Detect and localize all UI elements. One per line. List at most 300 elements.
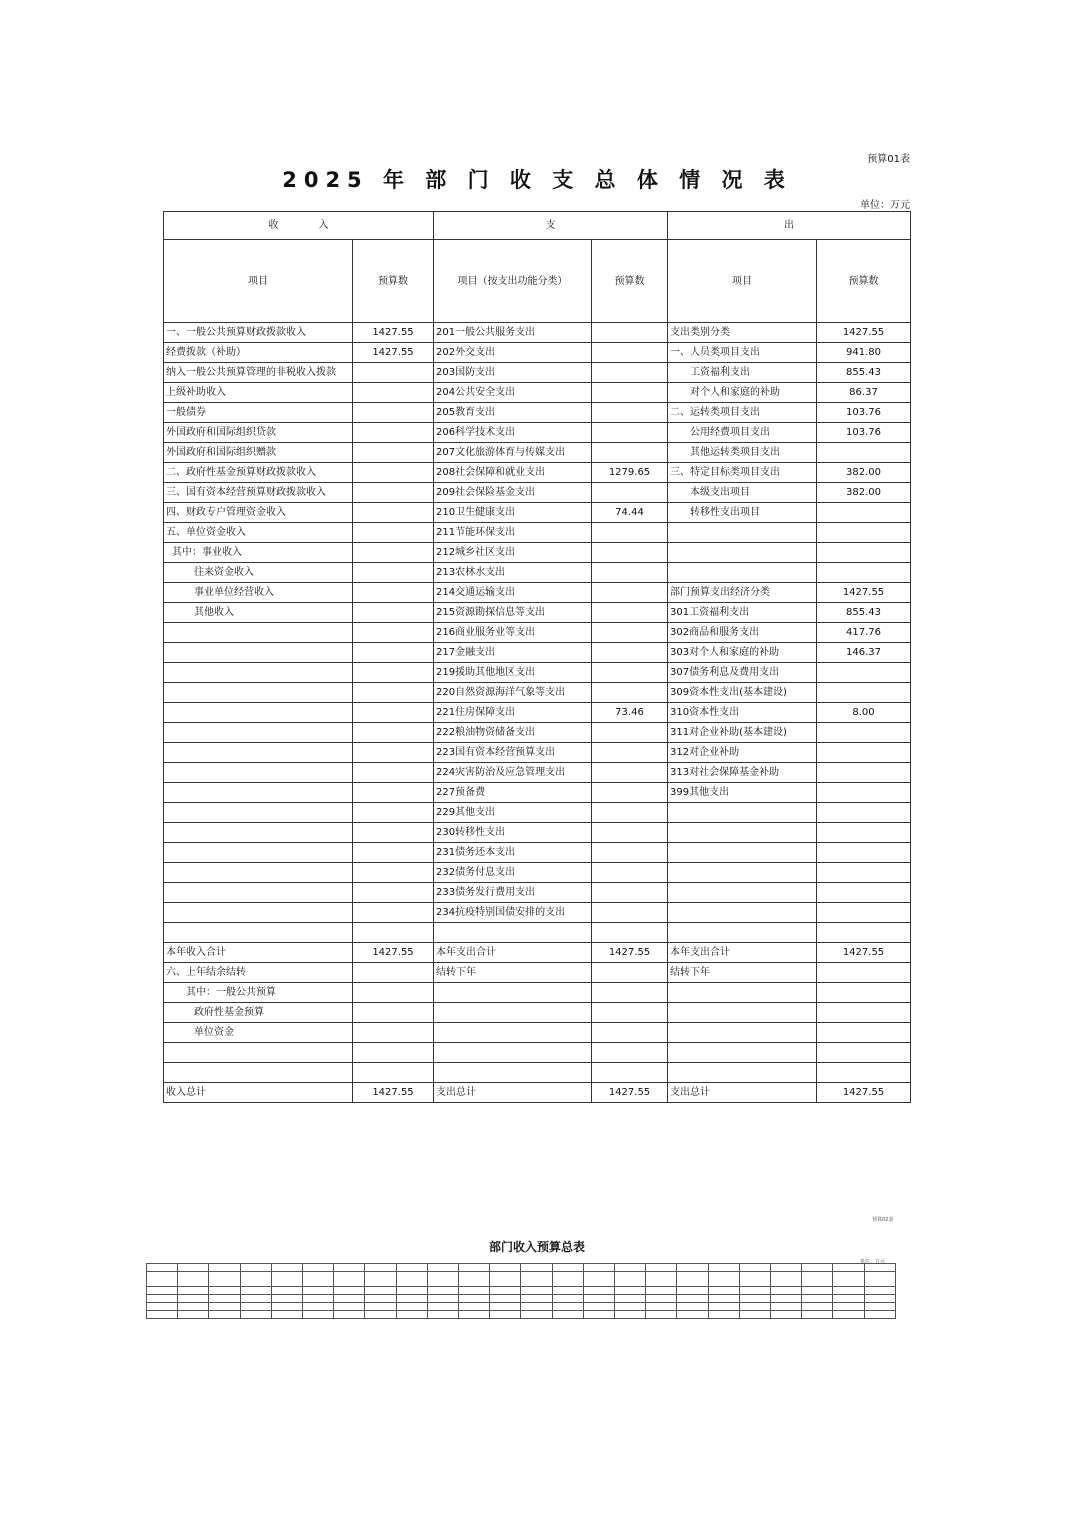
budget-cell	[353, 763, 434, 783]
table-row	[164, 363, 911, 383]
mini-cell	[178, 1264, 209, 1272]
table-row	[164, 1083, 911, 1103]
mini-cell	[708, 1264, 739, 1272]
mini-cell	[646, 1303, 677, 1311]
mini-cell	[147, 1287, 178, 1295]
table-row	[164, 1003, 911, 1023]
item-cell: 往来资金收入	[164, 563, 353, 583]
table-row	[164, 603, 911, 623]
budget-cell	[353, 803, 434, 823]
table-row	[164, 1043, 911, 1063]
budget-cell: 103.76	[817, 423, 911, 443]
budget-cell	[592, 343, 668, 363]
mini-cell	[864, 1311, 895, 1319]
budget-cell: 941.80	[817, 343, 911, 363]
mini-cell	[615, 1303, 646, 1311]
item-cell	[668, 823, 817, 843]
table-row	[164, 703, 911, 723]
item-cell: 233债务发行费用支出	[434, 883, 592, 903]
mini-cell	[802, 1287, 833, 1295]
mini-cell	[552, 1303, 583, 1311]
budget-cell	[592, 723, 668, 743]
item-cell: 207文化旅游体育与传媒支出	[434, 443, 592, 463]
mini-cell	[583, 1287, 614, 1295]
mini-cell	[303, 1303, 334, 1311]
item-cell	[164, 883, 353, 903]
budget-cell: 1427.55	[592, 943, 668, 963]
item-cell: 经费拨款（补助）	[164, 343, 353, 363]
item-cell	[164, 1063, 353, 1083]
budget-cell	[592, 663, 668, 683]
item-cell	[164, 843, 353, 863]
budget-cell	[353, 1063, 434, 1083]
mini-cell	[271, 1264, 302, 1272]
budget-cell: 1427.55	[353, 943, 434, 963]
budget-cell: 73.46	[592, 703, 668, 723]
item-cell: 上级补助收入	[164, 383, 353, 403]
item-cell: 其中：事业收入	[164, 543, 353, 563]
mini-cell	[615, 1272, 646, 1287]
mini-cell	[802, 1303, 833, 1311]
mini-cell	[615, 1311, 646, 1319]
col-header-budget-3: 预算数	[817, 240, 911, 323]
item-cell	[668, 843, 817, 863]
item-cell	[668, 983, 817, 1003]
mini-cell	[646, 1311, 677, 1319]
mini-cell	[365, 1295, 396, 1303]
item-cell: 232债务付息支出	[434, 863, 592, 883]
item-cell: 204公共安全支出	[434, 383, 592, 403]
mini-cell	[552, 1272, 583, 1287]
budget-cell	[353, 623, 434, 643]
mini-cell	[739, 1311, 770, 1319]
table-row	[164, 783, 911, 803]
budget-cell: 1427.55	[817, 943, 911, 963]
mini-cell	[490, 1272, 521, 1287]
mini-cell	[271, 1295, 302, 1303]
item-cell: 三、特定目标类项目支出	[668, 463, 817, 483]
budget-cell	[592, 823, 668, 843]
item-cell: 支出类别分类	[668, 323, 817, 343]
budget-cell	[817, 543, 911, 563]
col-header-item-func: 项目（按支出功能分类）	[434, 240, 592, 323]
item-cell	[668, 543, 817, 563]
mini-cell	[739, 1287, 770, 1295]
item-cell	[164, 1043, 353, 1063]
budget-cell: 382.00	[817, 463, 911, 483]
table-row	[164, 903, 911, 923]
mini-cell	[833, 1311, 864, 1319]
item-cell	[434, 923, 592, 943]
expense-header-left: 支	[434, 212, 668, 240]
budget-cell	[817, 663, 911, 683]
mini-cell	[365, 1264, 396, 1272]
item-cell	[164, 903, 353, 923]
table-row	[164, 923, 911, 943]
mini-cell	[303, 1272, 334, 1287]
item-cell: 一般债券	[164, 403, 353, 423]
budget-cell	[592, 863, 668, 883]
budget-cell	[592, 963, 668, 983]
budget-cell	[817, 563, 911, 583]
item-cell	[164, 703, 353, 723]
item-cell: 工资福利支出	[668, 363, 817, 383]
budget-cell: 1427.55	[817, 583, 911, 603]
mini-cell	[864, 1303, 895, 1311]
table-row	[164, 423, 911, 443]
table-row	[164, 403, 911, 423]
budget-cell	[353, 1043, 434, 1063]
mini-cell	[521, 1295, 552, 1303]
expense-header-right: 出	[668, 212, 911, 240]
item-cell: 二、政府性基金预算财政拨款收入	[164, 463, 353, 483]
table-row	[164, 483, 911, 503]
budget-cell: 1427.55	[353, 1083, 434, 1103]
mini-cell	[802, 1272, 833, 1287]
budget-cell	[592, 383, 668, 403]
item-cell	[434, 983, 592, 1003]
item-cell	[434, 1063, 592, 1083]
budget-cell	[592, 883, 668, 903]
budget-cell: 146.37	[817, 643, 911, 663]
budget-cell	[353, 443, 434, 463]
budget-cell	[592, 583, 668, 603]
mini-cell	[677, 1264, 708, 1272]
mini-cell	[739, 1303, 770, 1311]
mini-row	[147, 1295, 896, 1303]
budget-cell: 855.43	[817, 363, 911, 383]
mini-cell	[864, 1287, 895, 1295]
budget-cell	[817, 723, 911, 743]
table-row	[164, 883, 911, 903]
table-row	[164, 943, 911, 963]
mini-cell	[459, 1264, 490, 1272]
mini-cell	[771, 1287, 802, 1295]
budget-cell	[353, 603, 434, 623]
budget-cell	[592, 443, 668, 463]
page2-unit: 单位：万元	[860, 1259, 886, 1265]
mini-cell	[303, 1264, 334, 1272]
mini-cell	[552, 1311, 583, 1319]
item-cell: 399其他支出	[668, 783, 817, 803]
item-cell: 公用经费项目支出	[668, 423, 817, 443]
mini-cell	[365, 1303, 396, 1311]
item-cell	[668, 1023, 817, 1043]
mini-cell	[490, 1295, 521, 1303]
table-row	[164, 763, 911, 783]
budget-cell: 1427.55	[817, 323, 911, 343]
mini-cell	[490, 1311, 521, 1319]
table-row	[164, 743, 911, 763]
mini-cell	[583, 1303, 614, 1311]
mini-cell	[147, 1272, 178, 1287]
mini-cell	[739, 1295, 770, 1303]
item-cell: 事业单位经营收入	[164, 583, 353, 603]
mini-cell	[459, 1311, 490, 1319]
budget-cell	[353, 823, 434, 843]
item-cell: 214交通运输支出	[434, 583, 592, 603]
table-row	[164, 563, 911, 583]
mini-cell	[802, 1264, 833, 1272]
table-row	[164, 523, 911, 543]
mini-cell	[303, 1311, 334, 1319]
table-row	[164, 643, 911, 663]
item-cell	[164, 623, 353, 643]
mini-cell	[459, 1272, 490, 1287]
mini-cell	[178, 1272, 209, 1287]
mini-cell	[677, 1311, 708, 1319]
mini-cell	[178, 1303, 209, 1311]
item-cell: 支出总计	[434, 1083, 592, 1103]
mini-cell	[240, 1287, 271, 1295]
header-row-1	[164, 212, 911, 240]
item-cell: 本年收入合计	[164, 943, 353, 963]
mini-cell	[583, 1295, 614, 1303]
budget-cell	[353, 383, 434, 403]
item-cell: 301工资福利支出	[668, 603, 817, 623]
budget-summary-table	[163, 211, 911, 1103]
mini-cell	[615, 1264, 646, 1272]
mini-cell	[303, 1287, 334, 1295]
mini-cell	[739, 1272, 770, 1287]
item-cell: 303对个人和家庭的补助	[668, 643, 817, 663]
item-cell: 部门预算支出经济分类	[668, 583, 817, 603]
mini-cell	[334, 1272, 365, 1287]
item-cell	[668, 1043, 817, 1063]
budget-cell	[817, 1003, 911, 1023]
item-cell: 本年支出合计	[434, 943, 592, 963]
item-cell: 其中：一般公共预算	[164, 983, 353, 1003]
item-cell: 单位资金	[164, 1023, 353, 1043]
budget-cell	[592, 643, 668, 663]
mini-cell	[365, 1272, 396, 1287]
table-row	[164, 583, 911, 603]
budget-cell	[592, 923, 668, 943]
mini-cell	[708, 1303, 739, 1311]
table-row	[164, 463, 911, 483]
budget-cell	[353, 423, 434, 443]
mini-cell	[209, 1272, 240, 1287]
mini-cell	[459, 1287, 490, 1295]
item-cell	[668, 563, 817, 583]
item-cell: 201一般公共服务支出	[434, 323, 592, 343]
item-cell: 209社会保险基金支出	[434, 483, 592, 503]
budget-cell	[817, 803, 911, 823]
mini-cell	[396, 1287, 427, 1295]
item-cell	[164, 683, 353, 703]
item-cell: 205教育支出	[434, 403, 592, 423]
budget-cell	[592, 983, 668, 1003]
item-cell: 六、上年结余结转	[164, 963, 353, 983]
item-cell: 310资本性支出	[668, 703, 817, 723]
item-cell: 234抗疫特别国债安排的支出	[434, 903, 592, 923]
item-cell: 213农林水支出	[434, 563, 592, 583]
budget-cell	[817, 1023, 911, 1043]
mini-row	[147, 1264, 896, 1272]
budget-cell	[817, 763, 911, 783]
table-row	[164, 1063, 911, 1083]
mini-cell	[739, 1264, 770, 1272]
item-cell: 229其他支出	[434, 803, 592, 823]
budget-cell	[353, 863, 434, 883]
item-cell: 支出总计	[668, 1083, 817, 1103]
mini-cell	[802, 1295, 833, 1303]
budget-cell: 1427.55	[353, 343, 434, 363]
item-cell: 224灾害防治及应急管理支出	[434, 763, 592, 783]
item-cell	[434, 1043, 592, 1063]
item-cell	[164, 863, 353, 883]
budget-cell	[353, 563, 434, 583]
mini-cell	[427, 1264, 458, 1272]
mini-cell	[615, 1295, 646, 1303]
mini-cell	[271, 1311, 302, 1319]
budget-cell	[817, 443, 911, 463]
item-cell: 纳入一般公共预算管理的非税收入拨款	[164, 363, 353, 383]
item-cell: 本年支出合计	[668, 943, 817, 963]
item-cell	[668, 903, 817, 923]
table-row	[164, 963, 911, 983]
mini-cell	[708, 1287, 739, 1295]
col-header-budget: 预算数	[353, 240, 434, 323]
budget-cell	[817, 983, 911, 1003]
budget-cell	[817, 1063, 911, 1083]
table-row	[164, 383, 911, 403]
item-cell	[668, 803, 817, 823]
budget-cell	[353, 403, 434, 423]
header-row-2	[164, 240, 911, 323]
mini-cell	[677, 1272, 708, 1287]
budget-cell	[592, 563, 668, 583]
item-cell: 其他收入	[164, 603, 353, 623]
mini-cell	[303, 1295, 334, 1303]
budget-cell	[817, 963, 911, 983]
item-cell	[164, 803, 353, 823]
mini-cell	[334, 1295, 365, 1303]
mini-cell	[802, 1311, 833, 1319]
item-cell: 三、国有资本经营预算财政拨款收入	[164, 483, 353, 503]
item-cell	[164, 643, 353, 663]
item-cell: 203国防支出	[434, 363, 592, 383]
item-cell	[164, 663, 353, 683]
mini-cell	[833, 1303, 864, 1311]
income-header: 收 入	[164, 212, 434, 240]
mini-cell	[147, 1303, 178, 1311]
mini-cell	[677, 1295, 708, 1303]
table-row	[164, 663, 911, 683]
budget-cell	[817, 523, 911, 543]
budget-cell	[592, 603, 668, 623]
budget-cell	[592, 1003, 668, 1023]
mini-cell	[771, 1303, 802, 1311]
budget-cell	[353, 983, 434, 1003]
item-cell: 202外交支出	[434, 343, 592, 363]
table-row	[164, 683, 911, 703]
budget-cell	[353, 483, 434, 503]
item-cell	[164, 923, 353, 943]
budget-cell	[592, 423, 668, 443]
table-row	[164, 543, 911, 563]
item-cell	[164, 743, 353, 763]
mini-cell	[240, 1295, 271, 1303]
item-cell: 313对社会保障基金补助	[668, 763, 817, 783]
mini-cell	[427, 1272, 458, 1287]
table-row	[164, 863, 911, 883]
budget-cell	[817, 503, 911, 523]
mini-cell	[677, 1287, 708, 1295]
item-cell: 转移性支出项目	[668, 503, 817, 523]
budget-cell	[592, 1063, 668, 1083]
item-cell: 216商业服务业等支出	[434, 623, 592, 643]
item-cell: 208社会保障和就业支出	[434, 463, 592, 483]
mini-cell	[833, 1272, 864, 1287]
budget-cell	[353, 743, 434, 763]
mini-cell	[646, 1264, 677, 1272]
mini-cell	[677, 1303, 708, 1311]
page-title: 2025 年 部 门 收 支 总 体 情 况 表	[282, 168, 792, 192]
mini-cell	[209, 1264, 240, 1272]
item-cell: 312对企业补助	[668, 743, 817, 763]
mini-cell	[833, 1287, 864, 1295]
item-cell: 206科学技术支出	[434, 423, 592, 443]
mini-cell	[459, 1303, 490, 1311]
item-cell: 五、单位资金收入	[164, 523, 353, 543]
mini-cell	[771, 1272, 802, 1287]
item-cell: 217金融支出	[434, 643, 592, 663]
item-cell	[434, 1023, 592, 1043]
budget-cell	[592, 483, 668, 503]
table-row	[164, 343, 911, 363]
mini-cell	[521, 1272, 552, 1287]
mini-cell	[708, 1295, 739, 1303]
budget-cell: 86.37	[817, 383, 911, 403]
budget-cell	[353, 463, 434, 483]
budget-cell	[817, 783, 911, 803]
budget-cell: 1427.55	[592, 1083, 668, 1103]
mini-cell	[583, 1264, 614, 1272]
form-code: 预算01表	[867, 154, 910, 165]
mini-cell	[427, 1295, 458, 1303]
budget-cell	[353, 903, 434, 923]
mini-cell	[178, 1287, 209, 1295]
budget-cell	[353, 723, 434, 743]
mini-cell	[271, 1272, 302, 1287]
budget-cell	[592, 1023, 668, 1043]
mini-row	[147, 1303, 896, 1311]
table-row	[164, 623, 911, 643]
mini-cell	[147, 1264, 178, 1272]
item-cell: 311对企业补助(基本建设)	[668, 723, 817, 743]
budget-cell	[592, 783, 668, 803]
budget-cell	[353, 923, 434, 943]
item-cell: 215资源勘探信息等支出	[434, 603, 592, 623]
budget-cell	[817, 823, 911, 843]
item-cell: 对个人和家庭的补助	[668, 383, 817, 403]
budget-cell	[353, 543, 434, 563]
item-cell: 外国政府和国际组织贷款	[164, 423, 353, 443]
mini-cell	[521, 1287, 552, 1295]
table-row	[164, 803, 911, 823]
mini-cell	[178, 1311, 209, 1319]
budget-cell	[592, 743, 668, 763]
mini-cell	[771, 1264, 802, 1272]
table-row	[164, 983, 911, 1003]
mini-cell	[209, 1311, 240, 1319]
item-cell	[668, 1063, 817, 1083]
mini-cell	[396, 1311, 427, 1319]
mini-cell	[334, 1303, 365, 1311]
table-row	[164, 823, 911, 843]
item-cell: 211节能环保支出	[434, 523, 592, 543]
